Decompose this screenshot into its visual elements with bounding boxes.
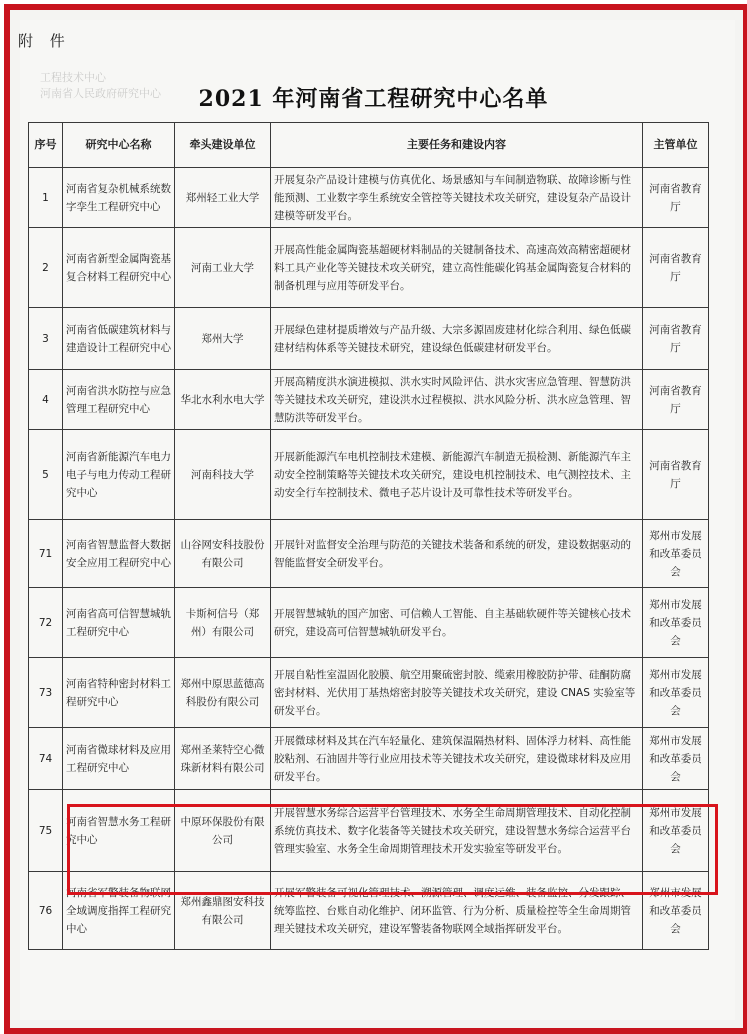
task-content: 开展军警装备可视化管理技术、溯源管理、调度运维、装备监控、分发跟踪、统筹监控、台账自动化维护、闭环监管、行为分析、质量检控等全生命周期管理关键技术攻关研究，建设军警装备物联网全域指挥研发平台。 <box>271 872 643 950</box>
row-number: 74 <box>29 728 63 790</box>
table-row <box>29 588 709 658</box>
task-content: 开展智慧水务综合运营平台管理技术、水务全生命周期管理技术、自动化控制系统仿真技术、数字化装备等关键技术攻关研究，建设智慧水务综合运营平台管理实验室、水务全生命周期管理技术开发实验室等研发平台。 <box>271 790 643 872</box>
lead-unit: 卡斯柯信号（郑州）有限公司 <box>175 588 271 658</box>
table-row <box>29 790 709 872</box>
lead-unit: 郑州圣莱特空心微珠新材料有限公司 <box>175 728 271 790</box>
row-number: 71 <box>29 520 63 588</box>
lead-unit: 郑州轻工业大学 <box>175 168 271 228</box>
row-number: 1 <box>29 168 63 228</box>
authority: 河南省教育厅 <box>643 168 709 228</box>
research-center-table <box>28 122 709 950</box>
center-name: 河南省智慧监督大数据安全应用工程研究中心 <box>63 520 175 588</box>
task-content: 开展针对监督安全治理与防范的关键技术装备和系统的研发，建设数据驱动的智能监督安全研发平台。 <box>271 520 643 588</box>
row-number: 72 <box>29 588 63 658</box>
lead-unit: 郑州中原思蓝德高科股份有限公司 <box>175 658 271 728</box>
task-content: 开展自粘性室温固化胶膜、航空用聚硫密封胶、缆索用橡胶防护带、硅酮防腐密封材料、光伏用丁基热熔密封胶等关键技术攻关研究，建设 CNAS 实验室等研发平台。 <box>271 658 643 728</box>
lead-unit: 中原环保股份有限公司 <box>175 790 271 872</box>
authority: 郑州市发展和改革委员会 <box>643 520 709 588</box>
center-name: 河南省复杂机械系统数字孪生工程研究中心 <box>63 168 175 228</box>
authority: 河南省教育厅 <box>643 370 709 430</box>
table-row <box>29 430 709 520</box>
task-content: 开展智慧城轨的国产加密、可信赖人工智能、自主基础软硬件等关键核心技术研究，建设高可信智慧城轨研发平台。 <box>271 588 643 658</box>
table-row <box>29 872 709 950</box>
center-name: 河南省低碳建筑材料与建造设计工程研究中心 <box>63 308 175 370</box>
center-name: 河南省智慧水务工程研究中心 <box>63 790 175 872</box>
header-task: 主要任务和建设内容 <box>271 123 643 168</box>
row-number: 2 <box>29 228 63 308</box>
center-name: 河南省新型金属陶瓷基复合材料工程研究中心 <box>63 228 175 308</box>
lead-unit: 河南工业大学 <box>175 228 271 308</box>
table-row <box>29 658 709 728</box>
task-content: 开展复杂产品设计建模与仿真优化、场景感知与车间制造物联、故障诊断与性能预测、工业数字孪生系统安全管控等关键技术攻关研究，建设复杂产品设计建模等研发平台。 <box>271 168 643 228</box>
center-name: 河南省高可信智慧城轨工程研究中心 <box>63 588 175 658</box>
center-name: 河南省新能源汽车电力电子与电力传动工程研究中心 <box>63 430 175 520</box>
row-number: 75 <box>29 790 63 872</box>
table-row <box>29 308 709 370</box>
header-name: 研究中心名称 <box>63 123 175 168</box>
row-number: 4 <box>29 370 63 430</box>
table-row <box>29 370 709 430</box>
table-header-row <box>29 123 709 168</box>
lead-unit: 华北水利水电大学 <box>175 370 271 430</box>
center-name: 河南省特种密封材料工程研究中心 <box>63 658 175 728</box>
header-unit: 牵头建设单位 <box>175 123 271 168</box>
row-number: 73 <box>29 658 63 728</box>
task-content: 开展绿色建材提质增效与产品升级、大宗多源固废建材化综合利用、绿色低碳建材结构体系等关键技术研究，建设绿色低碳建材研发平台。 <box>271 308 643 370</box>
authority: 河南省教育厅 <box>643 308 709 370</box>
task-content: 开展微球材料及其在汽车轻量化、建筑保温隔热材料、固体浮力材料、高性能胶粘剂、石油固井等行业应用技术等关键技术攻关研究，建设微球材料及应用研发平台。 <box>271 728 643 790</box>
authority: 郑州市发展和改革委员会 <box>643 728 709 790</box>
row-number: 5 <box>29 430 63 520</box>
task-content: 开展高精度洪水演进模拟、洪水实时风险评估、洪水灾害应急管理、智慧防洪等关键技术攻关研究，建设洪水过程模拟、洪水风险分析、洪水应急管理、智慧防洪等研发平台。 <box>271 370 643 430</box>
task-content: 开展高性能金属陶瓷基超硬材料制品的关键制备技术、高速高效高精密超硬材料工具产业化等关键技术攻关研究，建立高性能碳化钨基金属陶瓷复合材料的制备机理与应用等研发平台。 <box>271 228 643 308</box>
authority: 河南省教育厅 <box>643 430 709 520</box>
attachment-label: 附 件 <box>18 32 71 50</box>
row-number: 3 <box>29 308 63 370</box>
authority: 郑州市发展和改革委员会 <box>643 872 709 950</box>
lead-unit: 河南科技大学 <box>175 430 271 520</box>
table-row <box>29 728 709 790</box>
table-row <box>29 228 709 308</box>
header-no: 序号 <box>29 123 63 168</box>
center-name: 河南省军警装备物联网全域调度指挥工程研究中心 <box>63 872 175 950</box>
lead-unit: 山谷网安科技股份有限公司 <box>175 520 271 588</box>
table-row <box>29 168 709 228</box>
lead-unit: 郑州鑫鼎图安科技有限公司 <box>175 872 271 950</box>
bleed-line: 工程技术中心 <box>40 71 106 84</box>
authority: 郑州市发展和改革委员会 <box>643 658 709 728</box>
authority: 郑州市发展和改革委员会 <box>643 790 709 872</box>
header-authority: 主管单位 <box>643 123 709 168</box>
lead-unit: 郑州大学 <box>175 308 271 370</box>
row-number: 76 <box>29 872 63 950</box>
authority: 河南省教育厅 <box>643 228 709 308</box>
task-content: 开展新能源汽车电机控制技术建模、新能源汽车制造无损检测、新能源汽车主动安全控制策略等关键技术攻关研究，建设电机控制技术、电气测控技术、主动安全行车控制技术、微电子芯片设计及可靠性技术等研发平台。 <box>271 430 643 520</box>
center-name: 河南省洪水防控与应急管理工程研究中心 <box>63 370 175 430</box>
document-title: 2021 年河南省工程研究中心名单 <box>198 86 549 112</box>
table-row <box>29 520 709 588</box>
center-name: 河南省微球材料及应用工程研究中心 <box>63 728 175 790</box>
bleed-line: 河南省人民政府研究中心 <box>40 87 161 100</box>
authority: 郑州市发展和改革委员会 <box>643 588 709 658</box>
